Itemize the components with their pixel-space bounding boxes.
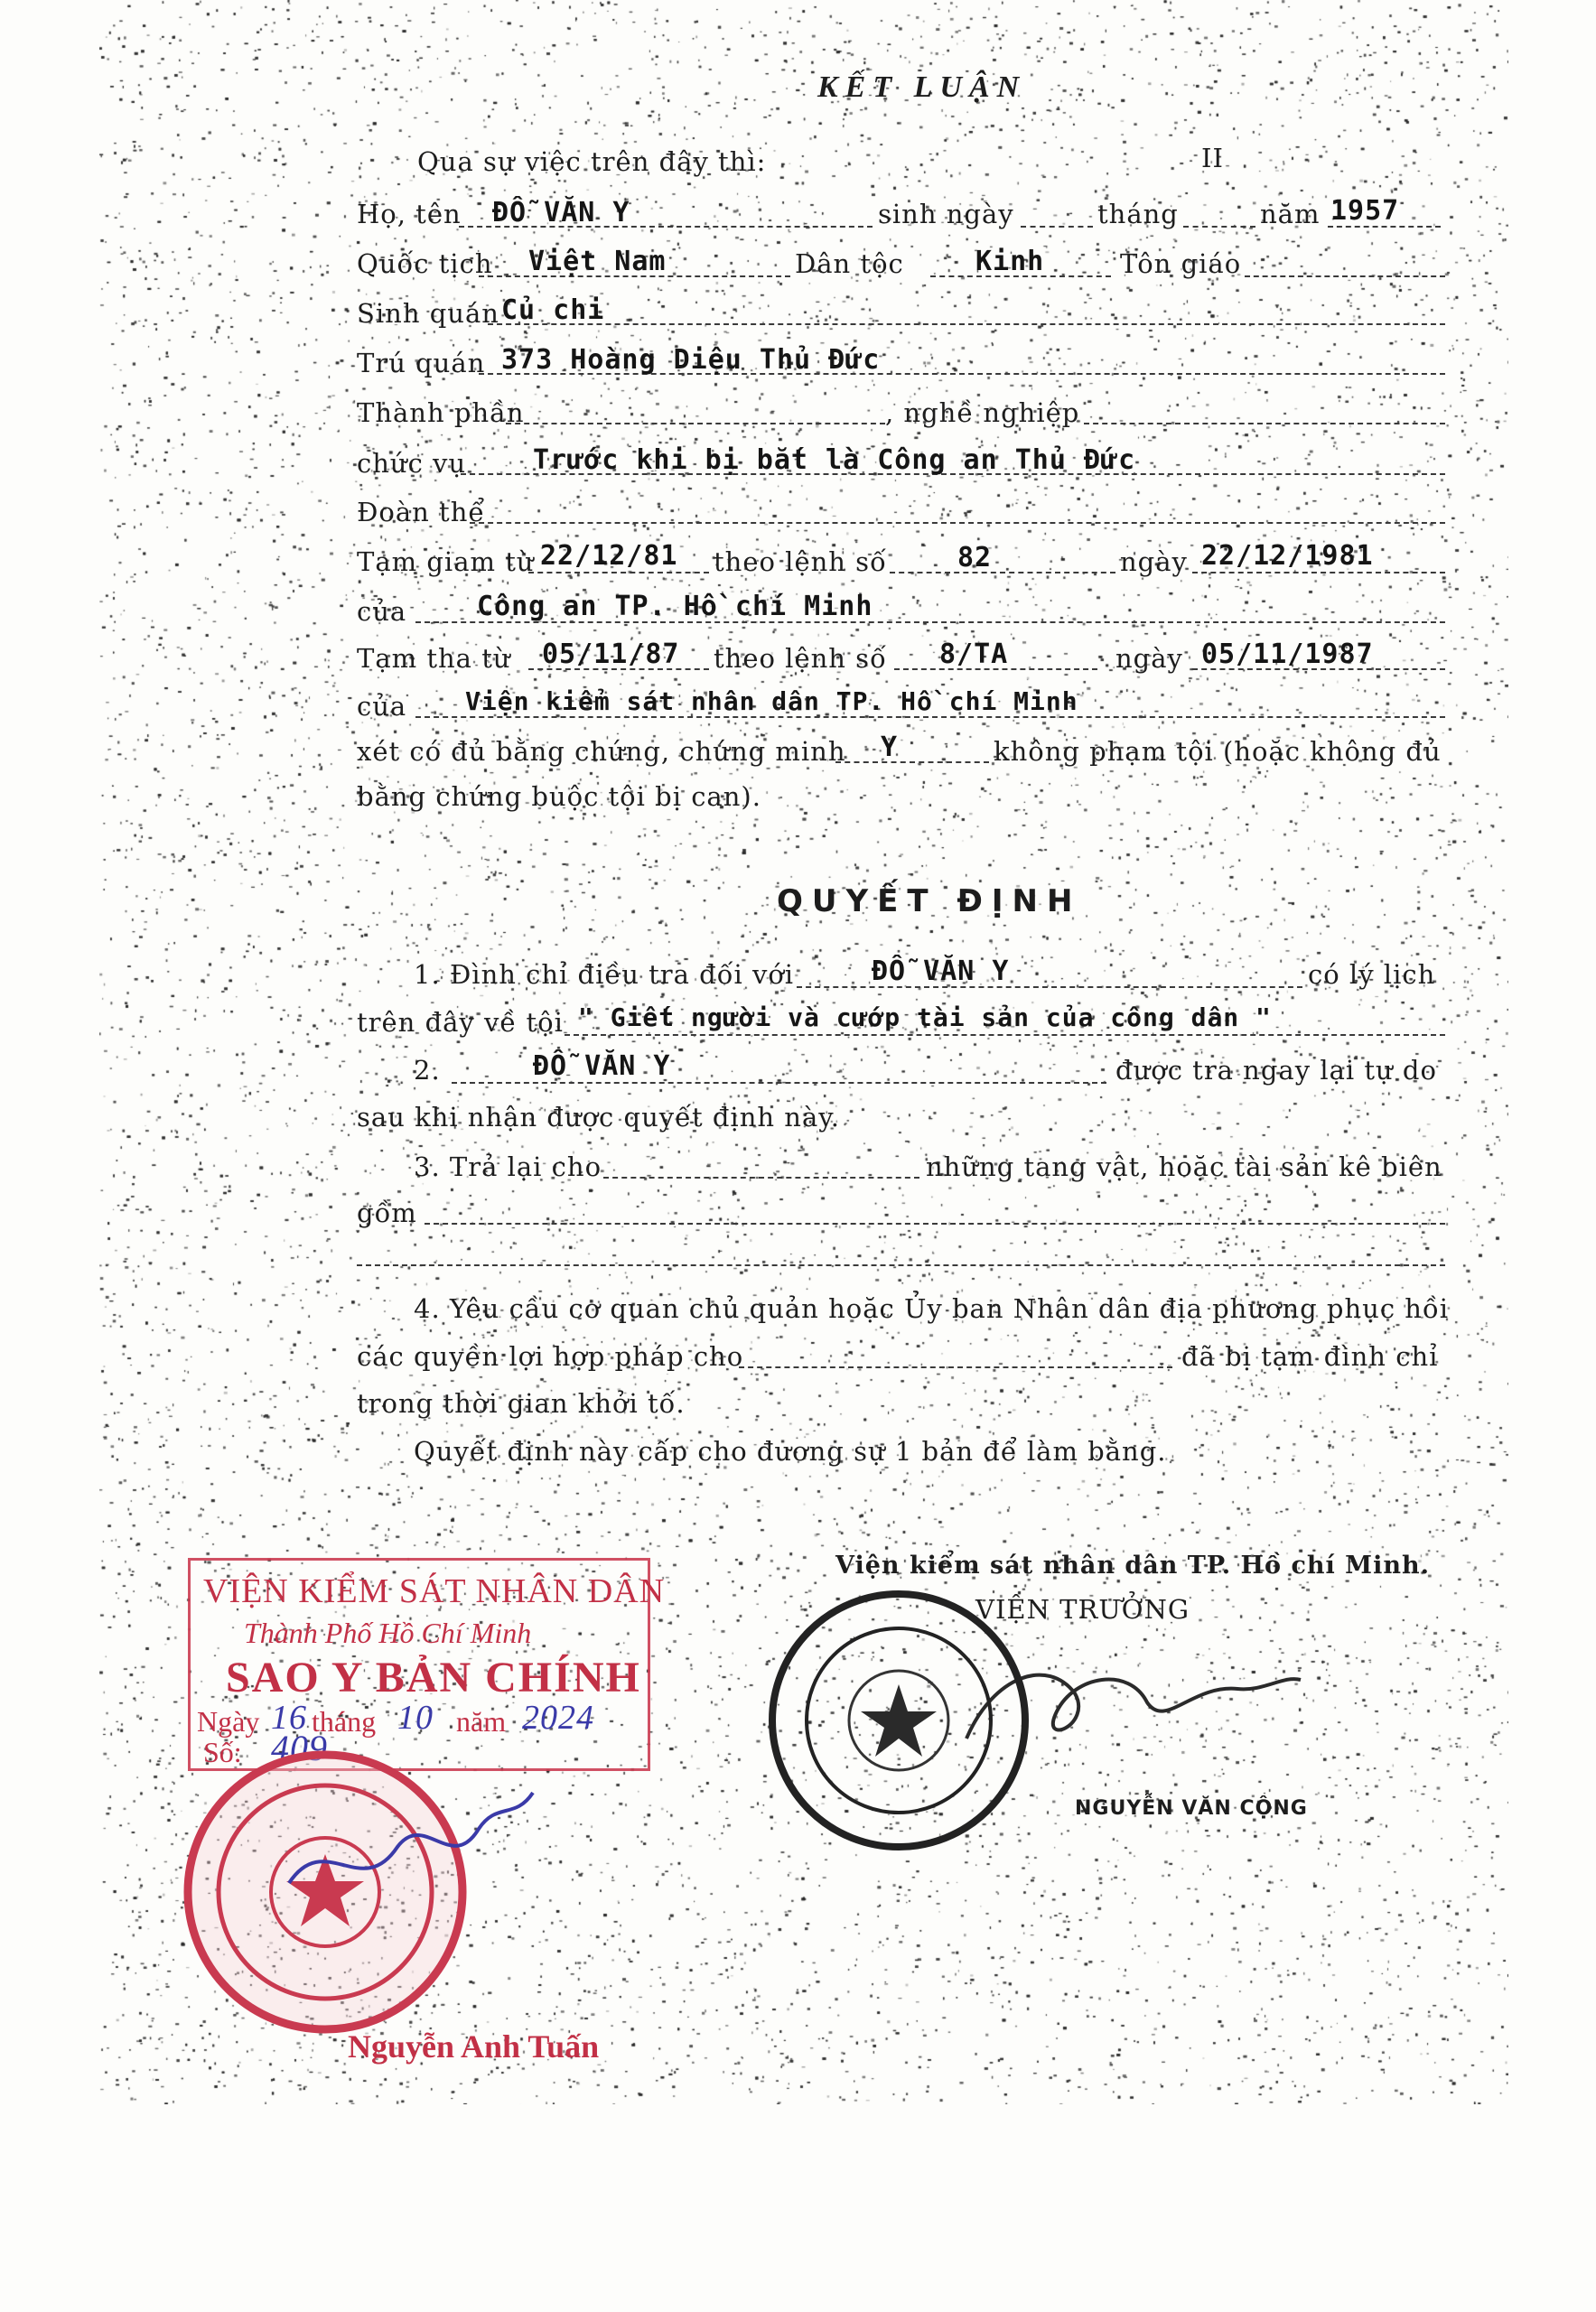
- item2-line2: sau khi nhận được quyết định này.: [357, 1102, 840, 1133]
- nghe-nghiep-label: , nghề nghiệp: [885, 397, 1080, 428]
- ngay-value-2: 05/11/1987: [1201, 639, 1374, 670]
- nghe-nghiep-line: [1084, 423, 1445, 424]
- item1-crime-line: [565, 1034, 1445, 1036]
- thanh-phan-line: [506, 423, 885, 424]
- cua-line-2: [415, 716, 1445, 718]
- stamp-so-label: Số:: [203, 1736, 242, 1768]
- stamp-line2: Thành Phố Hồ Chí Minh: [244, 1617, 532, 1649]
- sinh-quan-line: [488, 323, 1445, 325]
- tam-tha-label: Tạm tha từ: [357, 643, 511, 674]
- ho-ten-label: Họ, tên: [357, 199, 462, 229]
- item4-line: [739, 1366, 1172, 1368]
- official-round-seal: [763, 1585, 1034, 1856]
- item4-line3: trong thời gian khởi tố.: [357, 1388, 686, 1419]
- signature-org: Viện kiểm sát nhân dân TP. Hồ chí Minh.: [835, 1552, 1430, 1580]
- ho-ten-value: ĐỖ VĂN Y: [492, 197, 630, 228]
- stamp-thang-label: tháng: [312, 1705, 377, 1738]
- xet-suffix: không phạm tội (hoặc không đủ: [994, 736, 1442, 767]
- item2-suffix: được tra ngay lại tự do: [1115, 1055, 1437, 1086]
- item3-goods-line-1: [425, 1223, 1445, 1225]
- xet-name-line: [835, 761, 989, 763]
- page-mark: II: [1201, 143, 1224, 173]
- cua-label-2: của: [357, 691, 407, 722]
- intro-text: Qua sự việc trên đây thì:: [417, 146, 767, 177]
- xet-line2: bằng chứng buộc tội bị can).: [357, 781, 761, 812]
- thanh-phan-label: Thành phần: [357, 397, 525, 428]
- tru-quan-label: Trú quán: [357, 348, 486, 378]
- tam-giam-label: Tạm giam từ: [357, 546, 535, 577]
- ton-giao-label: Tôn giáo: [1120, 248, 1242, 279]
- item2-name-line: [452, 1082, 1106, 1084]
- stamp-signer: Nguyễn Anh Tuấn: [348, 2028, 600, 2065]
- cua-value-1: Công an TP. Hồ chí Minh: [477, 591, 873, 622]
- chuc-vu-label: chức vụ: [357, 448, 467, 479]
- theo-lenh-so-label-2: theo lệnh số: [714, 643, 887, 674]
- item3-line: [603, 1177, 919, 1179]
- signature-position: VIỆN TRƯỞNG: [975, 1594, 1190, 1625]
- thang-label: tháng: [1097, 199, 1179, 229]
- stamp-nam-value: 2024: [522, 1699, 594, 1737]
- nam-label: năm: [1260, 199, 1321, 229]
- quoc-tich-label: Quốc tịch: [357, 248, 493, 279]
- stamp-thang-value: 10: [397, 1699, 434, 1737]
- item3-goods-line-2: [357, 1264, 1445, 1266]
- tam-giam-value: 22/12/81: [540, 540, 678, 572]
- quyet-dinh-title: QUYẾT ĐỊNH: [777, 883, 1082, 919]
- theo-lenh-so-label-1: theo lệnh số: [714, 546, 887, 577]
- ngay-value-1: 22/12/1981: [1201, 540, 1374, 572]
- dan-toc-value: Kinh: [975, 246, 1045, 277]
- dan-toc-label: Dân tộc: [795, 248, 904, 279]
- doan-the-line: [470, 522, 1445, 524]
- thang-line: [1183, 226, 1255, 228]
- item1-suffix: có lý lịch: [1308, 959, 1436, 990]
- item2-prefix: 2.: [414, 1055, 441, 1086]
- final-line: Quyết định này cấp cho đương sự 1 bản để làm bằng.: [414, 1436, 1167, 1467]
- item3-line2: gồm: [357, 1198, 417, 1228]
- ket-luan-title: KẾT LUẬN: [817, 70, 1027, 104]
- item4-line2-suffix: đã bị tạm đình chỉ: [1181, 1341, 1439, 1372]
- item1-name: ĐỖ VĂN Y: [872, 956, 1010, 987]
- item2-name: ĐỖ VĂN Y: [533, 1050, 671, 1082]
- lenh-so-value-2: 8/TA: [939, 639, 1009, 670]
- item1-crime: " Giết người và cướp tài sản của công dân ": [578, 1002, 1272, 1032]
- xet-prefix: xét có đủ bằng chứng, chứng minh: [357, 736, 846, 767]
- ton-giao-line: [1245, 275, 1445, 277]
- chuc-vu-value: Trước khi bị bắt là Công an Thủ Đức: [533, 444, 1136, 476]
- sinh-ngay-label: sinh ngày: [878, 199, 1014, 229]
- item3-prefix: 3. Trả lại cho: [414, 1151, 602, 1182]
- cua-value-2: Viện kiểm sát nhân dân TP. Hồ chí Minh: [465, 686, 1078, 716]
- xet-name: Y: [881, 732, 899, 763]
- lenh-so-value-1: 82: [957, 542, 993, 573]
- item3-suffix: những tang vật, hoặc tài sản kê biên: [926, 1151, 1442, 1182]
- signature-name: NGUYỄN VĂN CỘNG: [1075, 1797, 1308, 1820]
- nam-value: 1957: [1330, 195, 1400, 227]
- item1-line2-prefix: trên đây về tội: [357, 1007, 564, 1038]
- tam-tha-value: 05/11/87: [542, 639, 680, 670]
- ngay-line: [1021, 226, 1093, 228]
- stamp-line3: SAO Y BẢN CHÍNH: [226, 1654, 641, 1701]
- item1-prefix: 1. Đình chỉ điều tra đối với: [414, 959, 795, 990]
- item4-line2-prefix: các quyền lợi hợp pháp cho: [357, 1341, 744, 1372]
- cua-label-1: của: [357, 596, 407, 627]
- ngay-label-1: ngày: [1120, 546, 1188, 577]
- stamp-nam-label: năm: [456, 1705, 507, 1738]
- doan-the-label: Đoàn thể: [357, 497, 486, 527]
- stamp-ngay-value: 16: [271, 1699, 307, 1737]
- ngay-label-2: ngày: [1115, 643, 1183, 674]
- sinh-quan-value: Củ chi: [501, 294, 605, 326]
- copy-signature: [271, 1775, 542, 1919]
- sinh-quan-label: Sinh quán: [357, 298, 499, 329]
- ngay-line-1: [1192, 572, 1445, 573]
- item4-line1: 4. Yêu cầu cơ quan chủ quản hoặc Ủy ban Nhân dân địa phương phục hồi: [414, 1293, 1449, 1324]
- quoc-tich-value: Việt Nam: [528, 246, 667, 277]
- stamp-ngay-label: Ngày: [197, 1705, 260, 1738]
- tru-quan-value: 373 Hoàng Diệu Thủ Đức: [501, 344, 881, 376]
- stamp-so-value: 409: [271, 1728, 328, 1768]
- tam-giam-line: [528, 572, 709, 573]
- lenh-so-line-1: [890, 572, 1115, 573]
- stamp-line1: VIỆN KIỂM SÁT NHÂN DÂN: [203, 1572, 666, 1610]
